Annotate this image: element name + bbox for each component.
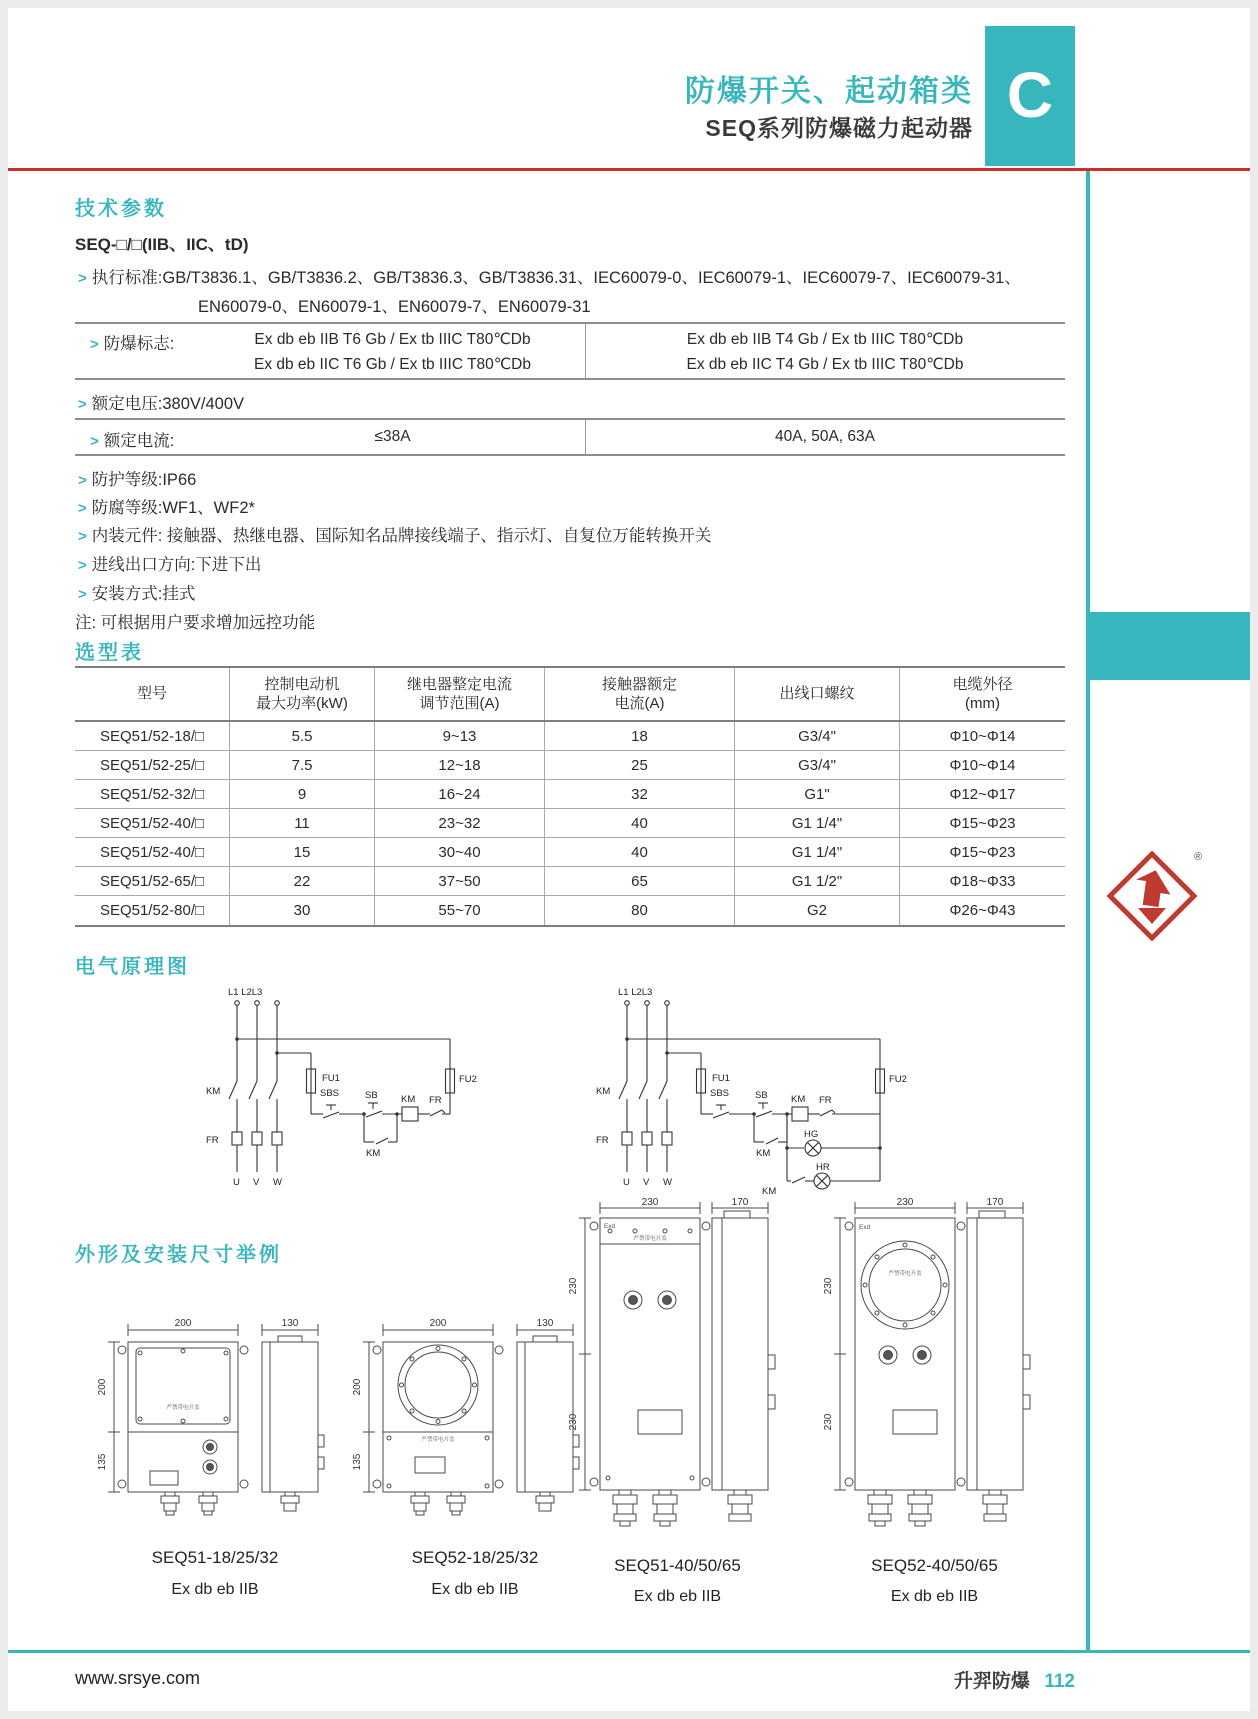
tech-heading: 技术参数 [75,198,167,220]
cell-thread: G1 1/4" [735,809,900,837]
door-note: 严禁带电开盖 [421,1437,455,1443]
svg-text:KM: KM [596,1086,611,1097]
table-row [75,722,1065,751]
cell-contactor: 25 [545,751,735,779]
col-header-cable: 电缆外径 (mm) [952,675,1013,712]
door-note: 严禁带电开盖 [166,1405,200,1411]
exmark-right-2: Ex db eb IIC T4 Gb / Ex tb IIIC T80℃Db [686,356,964,373]
header-rule [8,168,1250,171]
cell-cable: Φ15~Φ23 [949,843,1016,861]
cell-cable: Φ10~Φ14 [949,727,1016,745]
tech-voltage: > 额定电压:380V/400V [78,395,245,413]
svg-text:KM: KM [401,1094,416,1105]
cell-power: 15 [230,838,375,866]
dim-label: 170 [731,1197,749,1208]
bullet-arrow: > [78,270,87,287]
cell-contactor: 18 [545,722,735,750]
cell-relay: 12~18 [375,751,545,779]
outline-drawing-4 [834,1202,1030,1526]
svg-text:FR: FR [429,1095,442,1106]
svg-text:L1 L2L3: L1 L2L3 [618,987,653,998]
cell-thread: G1" [735,780,900,808]
svg-text:KM: KM [756,1148,771,1159]
cell-relay: 9~13 [375,722,545,750]
cell-model: SEQ51/52-40/□ [75,809,230,837]
brand-logo [1104,848,1204,944]
tech-standards-line1 [78,264,1021,288]
drawing-caption-model: SEQ51-40/50/65 [614,1556,741,1575]
cell-thread: G2 [735,896,900,925]
model-code: SEQ-□/□(IIB、IIC、tD) [75,235,249,254]
dim-label: 230 [641,1197,659,1208]
svg-text:W: W [663,1177,672,1188]
cell-relay: 37~50 [375,867,545,895]
svg-text:W: W [273,1177,282,1188]
bullet-arrow: > [78,472,87,489]
dim-label: 230 [823,1277,834,1295]
bullet-arrow: > [90,336,99,353]
bullet-arrow: > [78,586,87,603]
bullet-arrow: > [90,433,99,450]
table-row [75,780,1065,809]
tech-anticorrosion: > 防腐等级:WF1、WF2* [78,499,255,517]
cell-relay: 23~32 [375,809,545,837]
svg-text:SBS: SBS [710,1088,730,1099]
cell-contactor: 32 [545,780,735,808]
dim-label: 130 [536,1318,554,1329]
svg-text:FR: FR [596,1135,609,1146]
dim-label: 135 [352,1453,363,1471]
drawing-caption-ex: Ex db eb IIB [431,1581,519,1598]
exd-label: Exd [859,1224,871,1231]
bullet-arrow: > [78,528,87,545]
cell-relay: 55~70 [375,896,545,925]
svg-text:FU2: FU2 [459,1074,477,1085]
col-header-power: 控制电动机 最大功率(kW) [230,668,375,720]
svg-text:SB: SB [365,1090,378,1101]
cell-power: 5.5 [230,722,375,750]
dim-label: 200 [352,1378,363,1396]
cell-cable: Φ26~Φ43 [949,902,1016,919]
exmark-left-2: Ex db eb IIC T6 Gb / Ex tb IIIC T80℃Db [253,356,531,373]
outline-drawings [90,1195,1050,1545]
tech-standards-line2: EN60079-0、EN60079-1、EN60079-7、EN60079-31 [198,298,591,316]
outline-drawing-1 [108,1324,324,1515]
standards-label: 执行标准: [91,269,163,287]
cell-model: SEQ51/52-40/□ [75,838,230,866]
cell-thread: G1 1/2" [735,867,900,895]
dim-label: 230 [896,1197,914,1208]
dim-label: 230 [568,1413,579,1431]
drawing-caption-ex: Ex db eb IIB [890,1588,979,1605]
page-subtitle: SEQ系列防爆磁力起动器 [705,115,973,141]
section-tab: C [985,26,1075,166]
tech-ip: > 防护等级:IP66 [78,471,197,489]
cell-model: SEQ51/52-65/□ [75,867,230,895]
current-label: > 额定电流: [90,432,175,450]
current-large: 40A, 50A, 63A [775,428,875,445]
drawing-caption-ex: Ex db eb IIB [171,1581,259,1598]
cell-relay: 30~40 [375,838,545,866]
table-row [75,896,1065,925]
svg-text:FU1: FU1 [322,1073,340,1084]
schematic-heading: 电气原理图 [75,956,190,978]
footer-brand-block [954,1666,1075,1693]
cell-power: 9 [230,780,375,808]
svg-text:KM: KM [762,1186,777,1197]
cell-thread: G3/4" [735,722,900,750]
dim-label: 200 [97,1378,108,1396]
svg-text:SB: SB [755,1090,768,1101]
exmark-left-1: Ex db eb IIB T6 Gb / Ex tb IIIC T80℃Db [254,331,531,348]
svg-text:FU1: FU1 [712,1073,730,1084]
tech-components: > 内装元件: 接触器、热继电器、国际知名品牌接线端子、指示灯、自复位万能转换开关 [78,527,712,545]
svg-text:SBS: SBS [320,1088,340,1099]
svg-text:U: U [233,1177,240,1188]
door-note: 严禁带电开盖 [888,1271,922,1277]
drawing-caption-model: SEQ51-18/25/32 [151,1548,279,1567]
cell-power: 22 [230,867,375,895]
cell-contactor: 65 [545,867,735,895]
cell-cable: Φ10~Φ14 [949,756,1016,774]
side-tab-block [1090,612,1250,680]
table-row [75,867,1065,896]
exmark-label: > 防爆标志: [90,335,175,353]
svg-text:V: V [643,1177,650,1188]
drawing-caption-model: SEQ52-18/25/32 [411,1548,539,1567]
cell-cable: Φ15~Φ23 [949,814,1016,832]
cell-power: 11 [230,809,375,837]
cell-model: SEQ51/52-80/□ [75,896,230,925]
dim-label: 230 [568,1277,579,1295]
svg-text:KM: KM [366,1148,381,1159]
footer-page-number: 112 [1044,1671,1075,1692]
drawing-caption-model: SEQ52-40/50/65 [871,1556,998,1575]
cell-thread: G1 1/4" [735,838,900,866]
dim-label: 200 [429,1318,447,1329]
cell-power: 30 [230,896,375,925]
dim-label: 170 [986,1197,1004,1208]
svg-text:KM: KM [791,1094,806,1105]
cell-contactor: 40 [545,838,735,866]
table-header-row [75,668,1065,722]
cell-model: SEQ51/52-32/□ [75,780,230,808]
cell-relay: 16~24 [375,780,545,808]
outline-drawing-2 [363,1324,579,1515]
col-header-relay: 继电器整定电流 调节范围(A) [375,668,545,720]
svg-text:V: V [253,1177,260,1188]
side-rule [1086,171,1090,1650]
cell-model: SEQ51/52-25/□ [75,751,230,779]
svg-text:L1 L2L3: L1 L2L3 [228,987,263,998]
cell-contactor: 40 [545,809,735,837]
bullet-arrow: > [78,500,87,517]
table-row [75,809,1065,838]
cell-model: SEQ51/52-18/□ [75,722,230,750]
table-row [75,838,1065,867]
dim-label: 130 [281,1318,299,1329]
dimensions-heading: 外形及安装尺寸举例 [75,1244,282,1266]
svg-text:FR: FR [819,1095,832,1106]
col-header-thread: 出线口螺纹 [735,668,900,720]
tech-wiring: > 进线出口方向:下进下出 [78,556,262,574]
footer-rule [8,1650,1250,1653]
page-title: 防爆开关、起动箱类 [685,75,973,108]
svg-text:FU2: FU2 [889,1074,907,1085]
table-row [75,751,1065,780]
col-header-contactor: 接触器额定 电流(A) [545,668,735,720]
registered-mark: ® [1194,851,1203,863]
footer-brand: 升羿防爆 [953,1671,1030,1692]
dim-label: 200 [174,1318,192,1329]
svg-text:HG: HG [804,1129,819,1140]
tech-mounting: > 安装方式:挂式 [78,585,196,603]
current-table [75,418,1065,456]
col-header-model: 型号 [75,668,230,720]
tech-note: 注: 可根据用户要求增加远控功能 [75,614,316,632]
cell-contactor: 80 [545,896,735,925]
outline-drawing-3 [579,1202,775,1526]
svg-text:FR: FR [206,1135,219,1146]
exmark-right-1: Ex db eb IIB T4 Gb / Ex tb IIIC T80℃Db [686,331,964,348]
selection-table [75,666,1065,927]
footer-url: www.srsye.com [75,1668,201,1688]
door-note: 严禁带电开盖 [633,1236,667,1242]
cell-cable: Φ12~Φ17 [949,785,1016,803]
schematic-left [192,982,482,1217]
dim-label: 135 [97,1453,108,1471]
cell-power: 7.5 [230,751,375,779]
dim-label: 230 [823,1413,834,1431]
selection-heading: 选型表 [75,642,144,664]
cell-thread: G3/4" [735,751,900,779]
bullet-arrow: > [78,396,87,413]
exd-label: Exd [604,1223,616,1230]
standards-value: GB/T3836.1、GB/T3836.2、GB/T3836.3、GB/T3836.31、IEC60079-0、IEC60079-1、IEC60079-7、IEC60079-31、 [162,269,1021,287]
schematic-right [582,982,912,1217]
bullet-arrow: > [78,557,87,574]
exmark-table [75,322,1065,380]
current-small: ≤38A [374,428,411,445]
cell-cable: Φ18~Φ33 [949,872,1016,890]
svg-text:U: U [623,1177,630,1188]
drawing-caption-ex: Ex db eb IIB [633,1588,722,1605]
svg-text:KM: KM [206,1086,221,1097]
svg-text:HR: HR [816,1162,830,1173]
